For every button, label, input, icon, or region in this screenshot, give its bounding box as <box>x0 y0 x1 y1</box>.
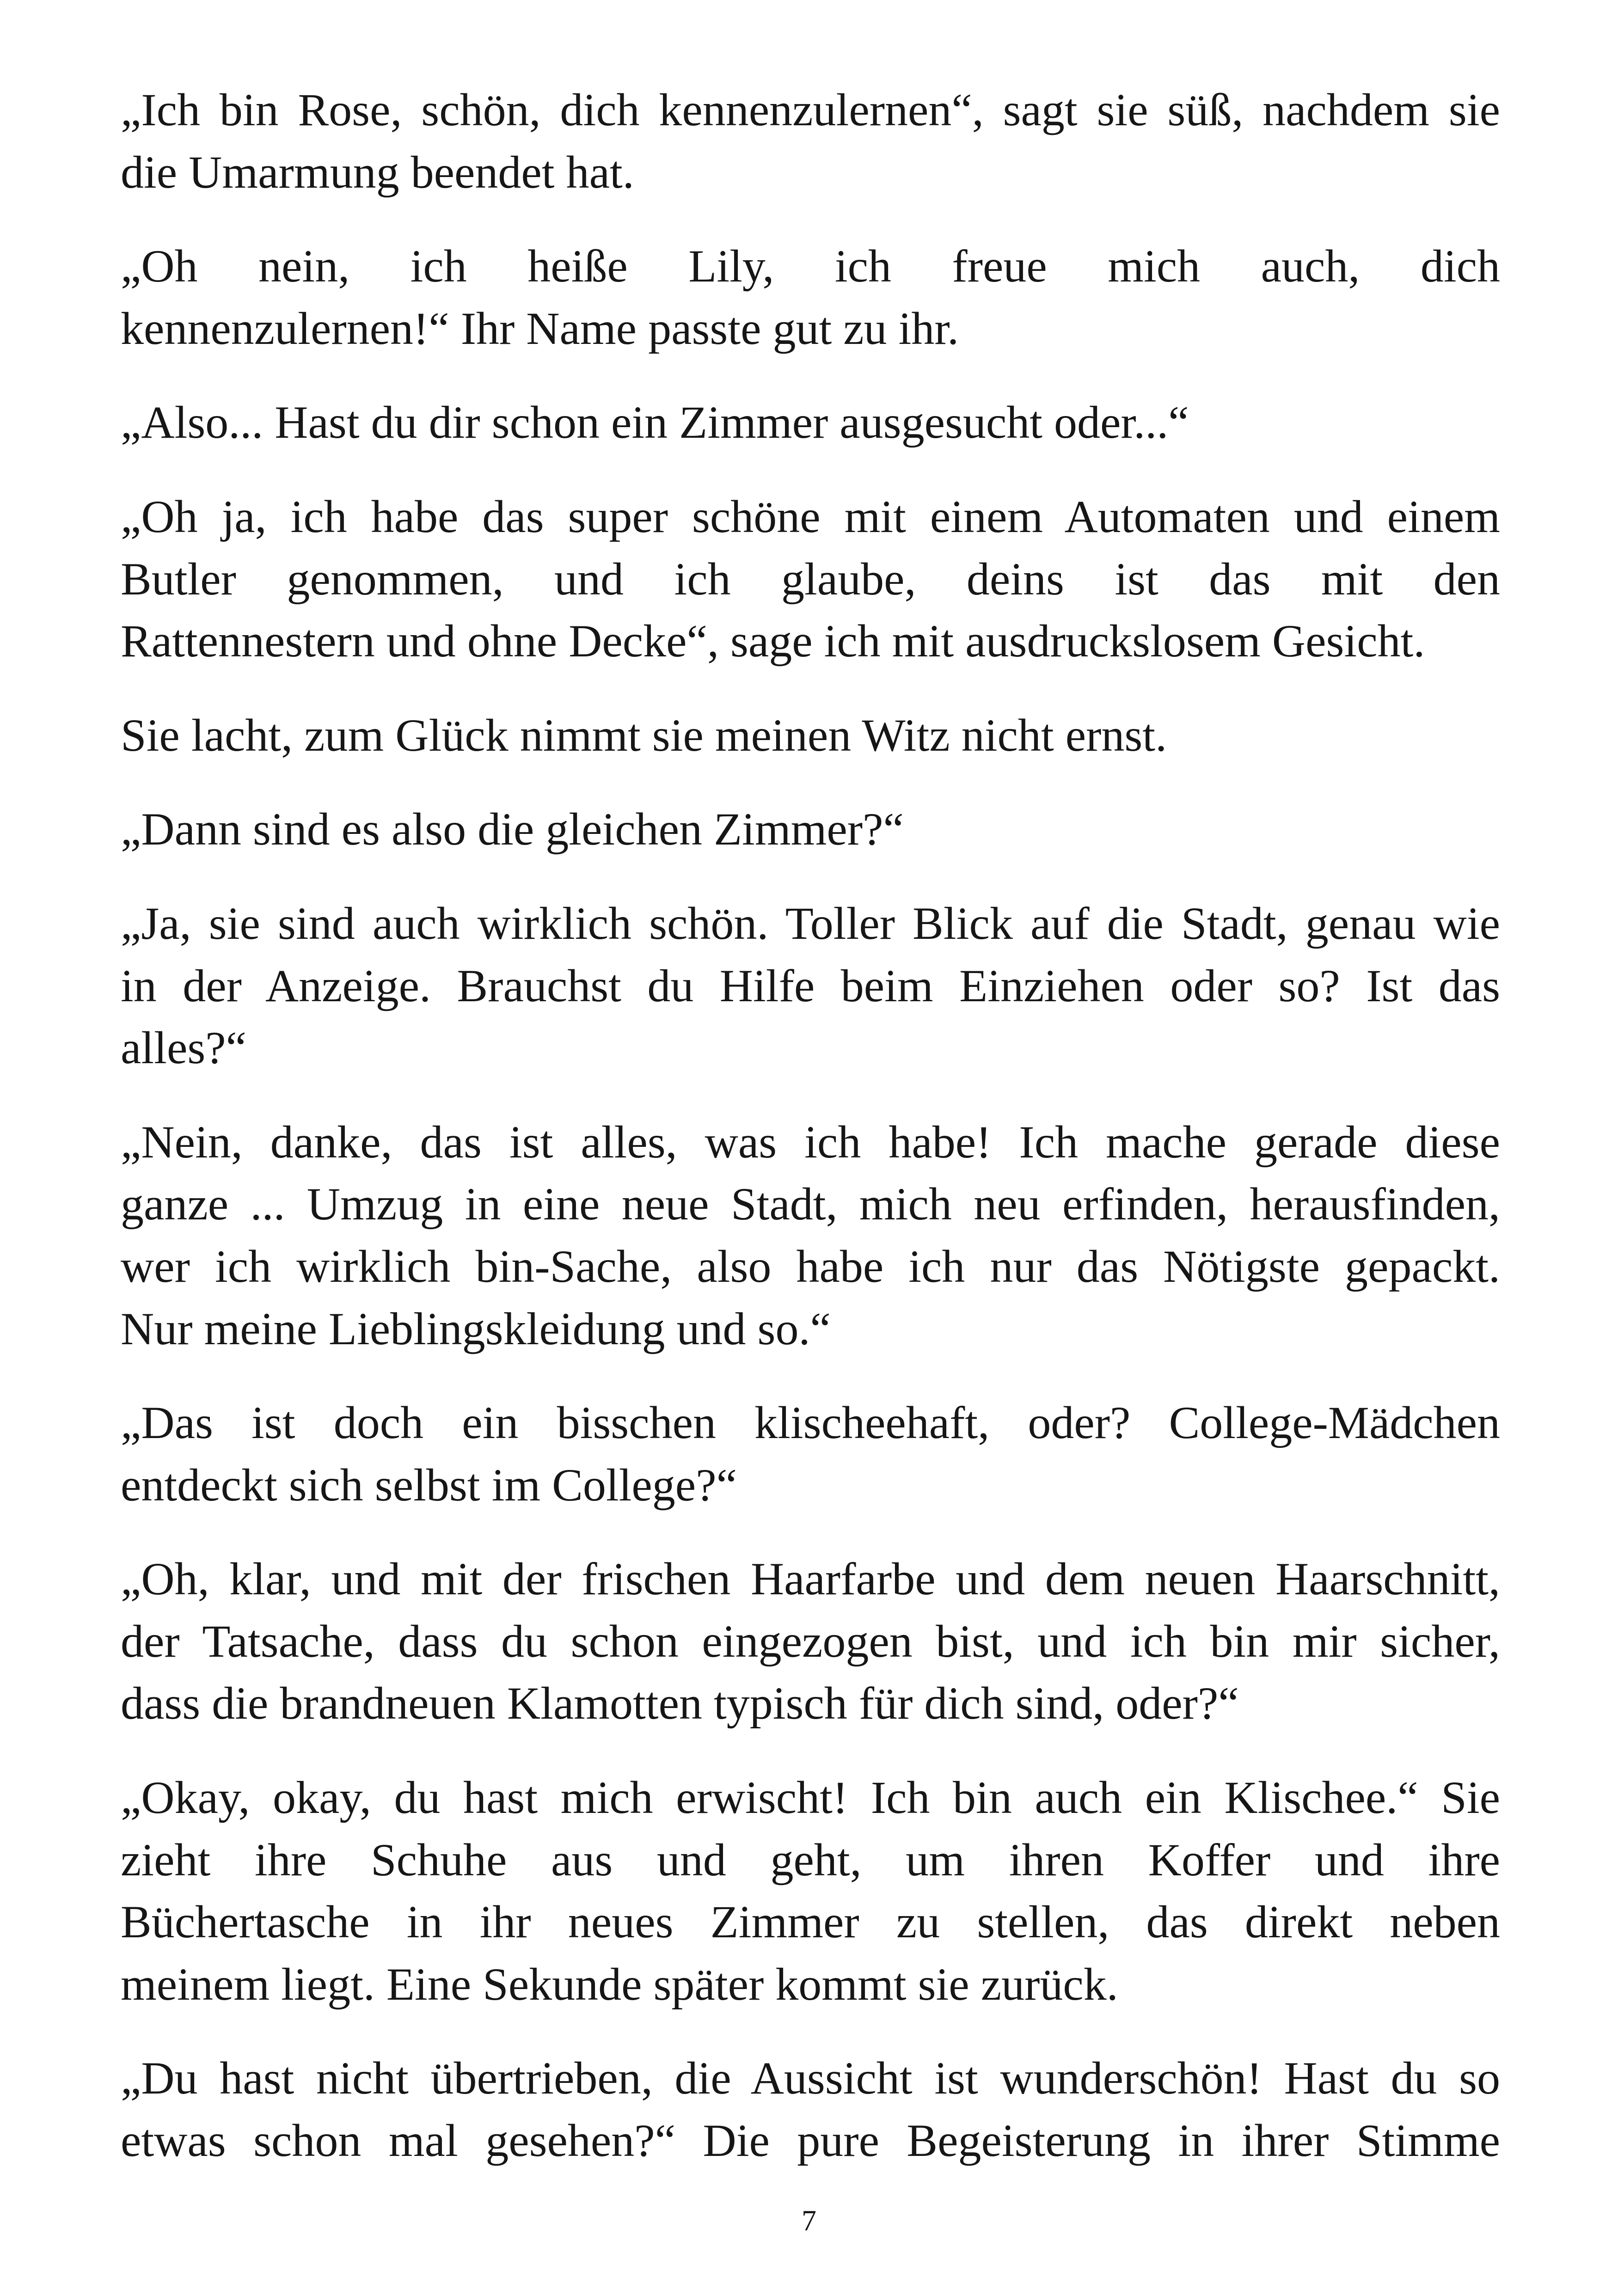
paragraph-1 <box>121 79 1500 203</box>
text-line: „Okay, okay, du hast mich erwischt! Ich bin auch ein Klischee.“ Sie <box>121 1772 1500 1824</box>
text-line: Sie lacht, zum Glück nimmt sie meinen Witz nicht ernst. <box>121 709 1167 761</box>
paragraph-11 <box>121 1767 1500 2015</box>
text-line: „Oh ja, ich habe das super schöne mit einem Automaten und einem <box>121 490 1500 542</box>
paragraph-4 <box>121 486 1500 673</box>
text-line: „Das ist doch ein bisschen klischeehaft, oder? College-Mädchen <box>121 1397 1500 1449</box>
paragraph-6 <box>121 798 1500 861</box>
page-body-text <box>121 79 1500 2172</box>
paragraph-7 <box>121 893 1500 1079</box>
text-line: Rattennestern und ohne Decke“, sage ich mit ausdruckslosem Gesicht. <box>121 615 1425 667</box>
paragraph-3 <box>121 392 1500 454</box>
text-line: etwas schon mal gesehen?“ Die pure Begeisterung in ihrer Stimme <box>121 2115 1500 2167</box>
text-line: „Oh, klar, und mit der frischen Haarfarbe und dem neuen Haarschnitt, <box>121 1553 1500 1605</box>
text-line: der Tatsache, dass du schon eingezogen bist, und ich bin mir sicher, <box>121 1615 1500 1667</box>
text-line: Butler genommen, und ich glaube, deins ist das mit den <box>121 553 1500 605</box>
text-line: „Ja, sie sind auch wirklich schön. Toller Blick auf die Stadt, genau wie <box>121 897 1500 949</box>
text-line: Büchertasche in ihr neues Zimmer zu stellen, das direkt neben <box>121 1896 1500 1948</box>
paragraph-9 <box>121 1392 1500 1516</box>
paragraph-2 <box>121 235 1500 360</box>
text-line: zieht ihre Schuhe aus und geht, um ihren Koffer und ihre <box>121 1834 1500 1886</box>
text-line: „Oh nein, ich heiße Lily, ich freue mich auch, dich <box>121 240 1500 292</box>
paragraph-8 <box>121 1111 1500 1360</box>
text-line: „Nein, danke, das ist alles, was ich habe! Ich mache gerade diese <box>121 1116 1500 1168</box>
text-line: wer ich wirklich bin-Sache, also habe ich nur das Nötigste gepackt. <box>121 1240 1500 1292</box>
text-line: alles?“ <box>121 1022 247 1074</box>
text-line: dass die brandneuen Klamotten typisch für dich sind, oder?“ <box>121 1678 1239 1729</box>
text-line: die Umarmung beendet hat. <box>121 146 634 198</box>
text-line: „Ich bin Rose, schön, dich kennenzulernen“, sagt sie süß, nachdem sie <box>121 84 1500 135</box>
text-line: „Dann sind es also die gleichen Zimmer?“ <box>121 803 904 855</box>
text-line: meinem liegt. Eine Sekunde später kommt sie zurück. <box>121 1958 1118 2010</box>
text-line: Nur meine Lieblingskleidung und so.“ <box>121 1303 831 1354</box>
paragraph-5 <box>121 704 1500 767</box>
text-line: „Du hast nicht übertrieben, die Aussicht ist wunderschön! Hast du so <box>121 2052 1500 2104</box>
text-line: „Also... Hast du dir schon ein Zimmer ausgesucht oder...“ <box>121 397 1189 448</box>
text-line: ganze ... Umzug in eine neue Stadt, mich neu erfinden, herausfinden, <box>121 1178 1500 1230</box>
paragraph-12 <box>121 2047 1500 2172</box>
paragraph-10 <box>121 1548 1500 1735</box>
text-line: kennenzulernen!“ Ihr Name passte gut zu ihr. <box>121 302 959 354</box>
text-line: in der Anzeige. Brauchst du Hilfe beim Einziehen oder so? Ist das <box>121 960 1500 1011</box>
page-number: 7 <box>802 2204 816 2237</box>
text-line: entdeckt sich selbst im College?“ <box>121 1459 737 1511</box>
